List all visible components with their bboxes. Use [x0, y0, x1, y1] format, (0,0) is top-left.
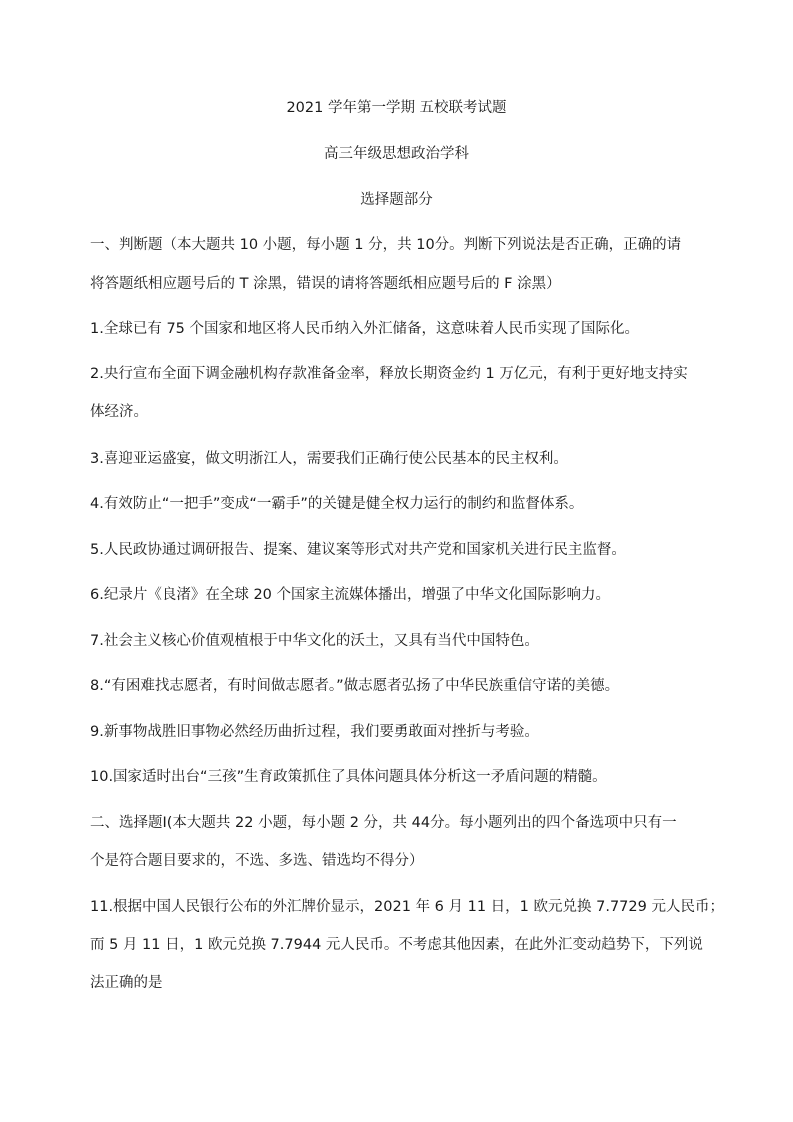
- question-4: 4.有效防止“一把手”变成“一霸手”的关键是健全权力运行的制约和监督体系。: [90, 496, 584, 512]
- section-title: 选择题部分: [360, 192, 433, 208]
- question-2-line1: 2.央行宣布全面下调金融机构存款准备金率，释放长期资金约 1 万亿元，有利于更好地支持实: [90, 366, 688, 382]
- question-10: 10.国家适时出台“三孩”生育政策抓住了具体问题具体分析这一矛盾问题的精髓。: [90, 769, 607, 785]
- question-11-line2: 而 5 月 11 日，1 欧元兑换 7.7944 元人民币。不考虑其他因素，在此外汇变动趋势下，下列说: [90, 937, 703, 953]
- part1-instructions-line1: 一、判断题（本大题共 10 小题，每小题 1 分，共 10分。判断下列说法是否正确，正确的请: [90, 237, 682, 253]
- exam-title: 2021 学年第一学期 五校联考试题: [286, 100, 507, 116]
- part2-instructions-line1: 二、选择题Ⅰ(本大题共 22 小题，每小题 2 分，共 44分。每小题列出的四个备选项中只有一: [90, 815, 677, 831]
- part1-instructions-line2: 将答题纸相应题号后的 T 涂黑，错误的请将答题纸相应题号后的 F 涂黑）: [90, 276, 561, 292]
- question-5: 5.人民政协通过调研报告、提案、建议案等形式对共产党和国家机关进行民主监督。: [90, 542, 626, 558]
- question-3: 3.喜迎亚运盛宴，做文明浙江人，需要我们正确行使公民基本的民主权利。: [90, 451, 568, 467]
- question-11-line3: 法正确的是: [90, 975, 163, 991]
- question-1: 1.全球已有 75 个国家和地区将人民币纳入外汇储备，这意味着人民币实现了国际化。: [90, 321, 640, 337]
- question-2-line2: 体经济。: [90, 404, 148, 420]
- part2-instructions-line2: 个是符合题目要求的，不选、多选、错选均不得分）: [90, 853, 424, 869]
- question-6: 6.纪录片《良渚》在全球 20 个国家主流媒体播出，增强了中华文化国际影响力。: [90, 587, 611, 603]
- question-9: 9.新事物战胜旧事物必然经历曲折过程，我们要勇敢面对挫折与考验。: [90, 724, 539, 740]
- exam-subtitle: 高三年级思想政治学科: [324, 146, 469, 162]
- question-11-line1: 11.根据中国人民银行公布的外汇牌价显示，2021 年 6 月 11 日，1 欧元兑换 7.7729 元人民币；: [90, 899, 724, 915]
- question-7: 7.社会主义核心价值观植根于中华文化的沃土，又具有当代中国特色。: [90, 633, 539, 649]
- question-8: 8.“有困难找志愿者，有时间做志愿者。”做志愿者弘扬了中华民族重信守诺的美德。: [90, 678, 620, 694]
